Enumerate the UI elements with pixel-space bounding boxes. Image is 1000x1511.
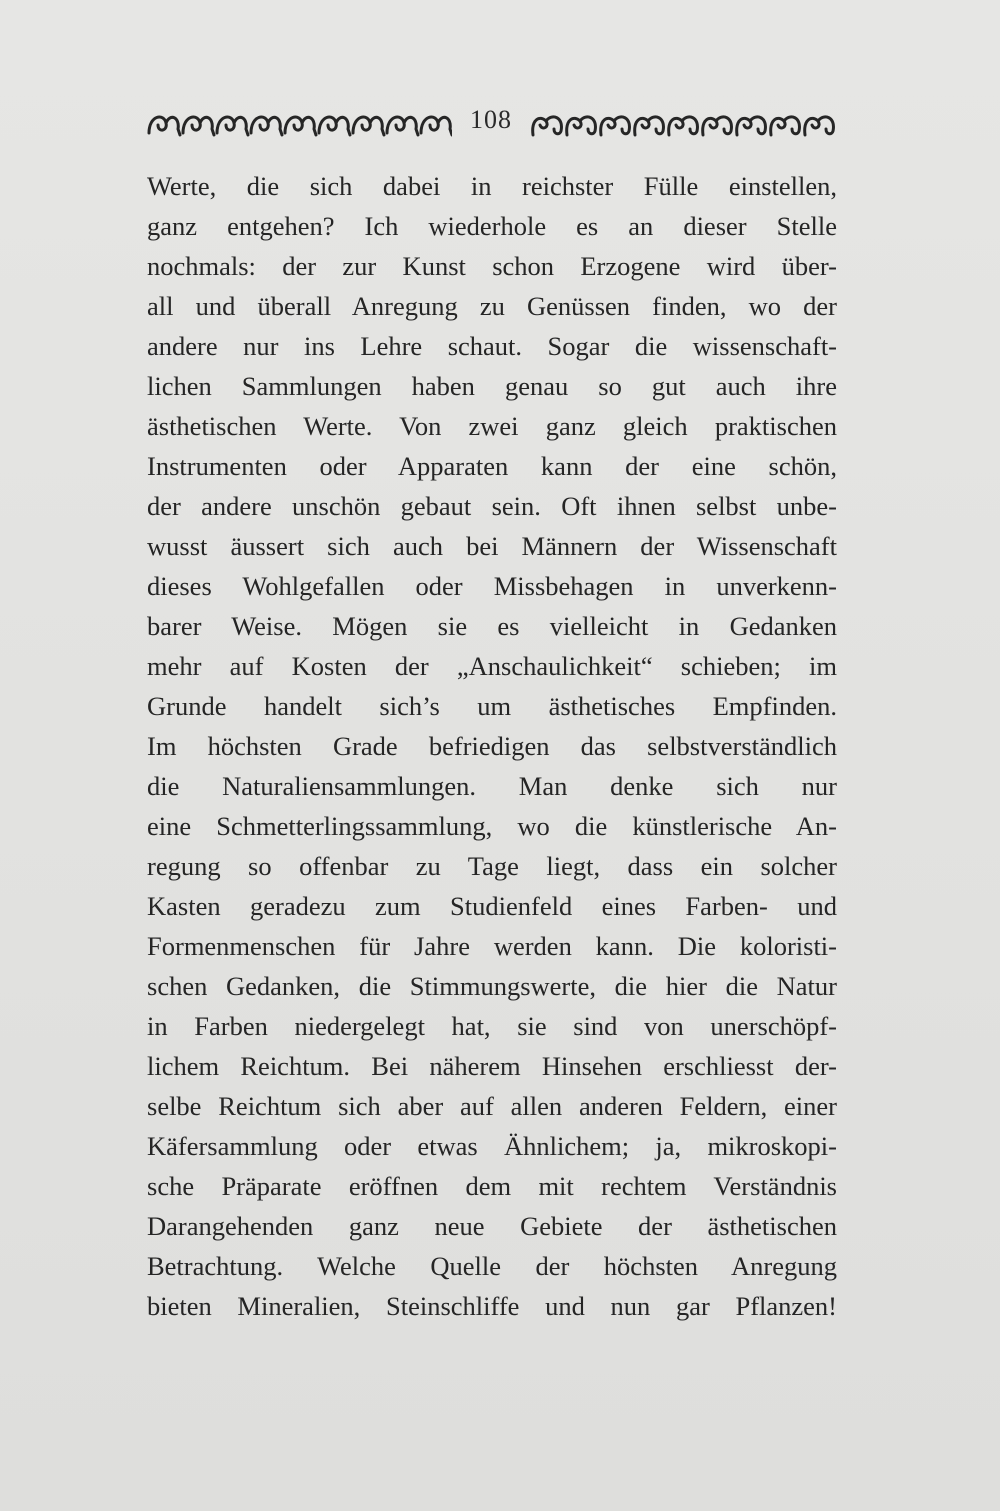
text-line: wusst äussert sich auch bei Männern der Wissenschaft [147,531,837,561]
right-ornament-motif [805,117,834,135]
text-line: der andere unschön gebaut sein. Oft ihnen selbst unbe- [147,491,837,521]
left-ornament-motif [217,117,248,135]
right-ornament [530,107,836,141]
text-line: dieses Wohlgefallen oder Missbehagen in unverkenn- [147,571,837,601]
text-line: barer Weise. Mögen sie es vielleicht in Gedanken [147,611,837,641]
right-ornament-motif [737,117,766,135]
right-ornament-motif [703,117,732,135]
text-line: ästhetischen Werte. Von zwei ganz gleich praktischen [147,411,837,441]
left-ornament [146,107,452,141]
text-line: sche Präparate eröffnen dem mit rechtem Verständnis [147,1171,837,1201]
text-line: ganz entgehen? Ich wiederhole es an dieser Stelle [147,211,837,241]
right-ornament-motif [601,117,630,135]
right-ornament-motif [635,117,664,135]
text-line: regung so offenbar zu Tage liegt, dass ein solcher [147,851,837,881]
text-line: eine Schmetterlingssammlung, wo die künstlerische An- [147,811,837,841]
text-line: andere nur ins Lehre schaut. Sogar die wissenschaft- [147,331,837,361]
text-line: nochmals: der zur Kunst schon Erzogene wird über- [147,251,837,281]
text-line: Darangehenden ganz neue Gebiete der ästhetischen [147,1211,837,1241]
text-line: Kasten geradezu zum Studienfeld eines Farben- und [147,891,837,921]
left-ornament-motif [149,117,180,135]
text-line: in Farben niedergelegt hat, sie sind von unerschöpf- [147,1011,837,1041]
text-line: die Naturaliensammlungen. Man denke sich nur [147,771,837,801]
text-line: Grunde handelt sich’s um ästhetisches Empfinden. [147,691,837,721]
left-ornament-motif [387,117,418,135]
text-line: Instrumenten oder Apparaten kann der eine schön, [147,451,837,481]
left-ornament-motif [285,117,316,135]
text-line: Werte, die sich dabei in reichster Fülle einstellen, [147,171,837,201]
body-text [147,166,837,1326]
left-ornament-motif [183,117,214,135]
right-ornament-motif [669,117,698,135]
left-ornament-motif [353,117,384,135]
text-line: Betrachtung. Welche Quelle der höchsten Anregung [147,1251,837,1281]
text-line: all und überall Anregung zu Genüssen finden, wo der [147,291,837,321]
right-ornament-motif [771,117,800,135]
text-line: mehr auf Kosten der „Anschaulichkeit“ schieben; im [147,651,837,681]
text-line: Formenmenschen für Jahre werden kann. Die koloristi- [147,931,837,961]
text-line: Im höchsten Grade befriedigen das selbstverständlich [147,731,837,761]
page-header [146,102,836,146]
left-ornament-motif [251,117,282,135]
text-line: Käfersammlung oder etwas Ähnlichem; ja, mikroskopi- [147,1131,837,1161]
right-ornament-motif [567,117,596,135]
right-ornament-motif [533,117,562,135]
text-line: bieten Mineralien, Steinschliffe und nun gar Pflanzen! [147,1291,837,1321]
left-ornament-motif [421,117,452,135]
text-line: lichem Reichtum. Bei näherem Hinsehen erschliesst der- [147,1051,837,1081]
text-line: selbe Reichtum sich aber auf allen anderen Feldern, einer [147,1091,837,1121]
page-number: 108 [470,105,512,134]
text-line: lichen Sammlungen haben genau so gut auch ihre [147,371,837,401]
text-line: schen Gedanken, die Stimmungswerte, die hier die Natur [147,971,837,1001]
left-ornament-motif [319,117,350,135]
